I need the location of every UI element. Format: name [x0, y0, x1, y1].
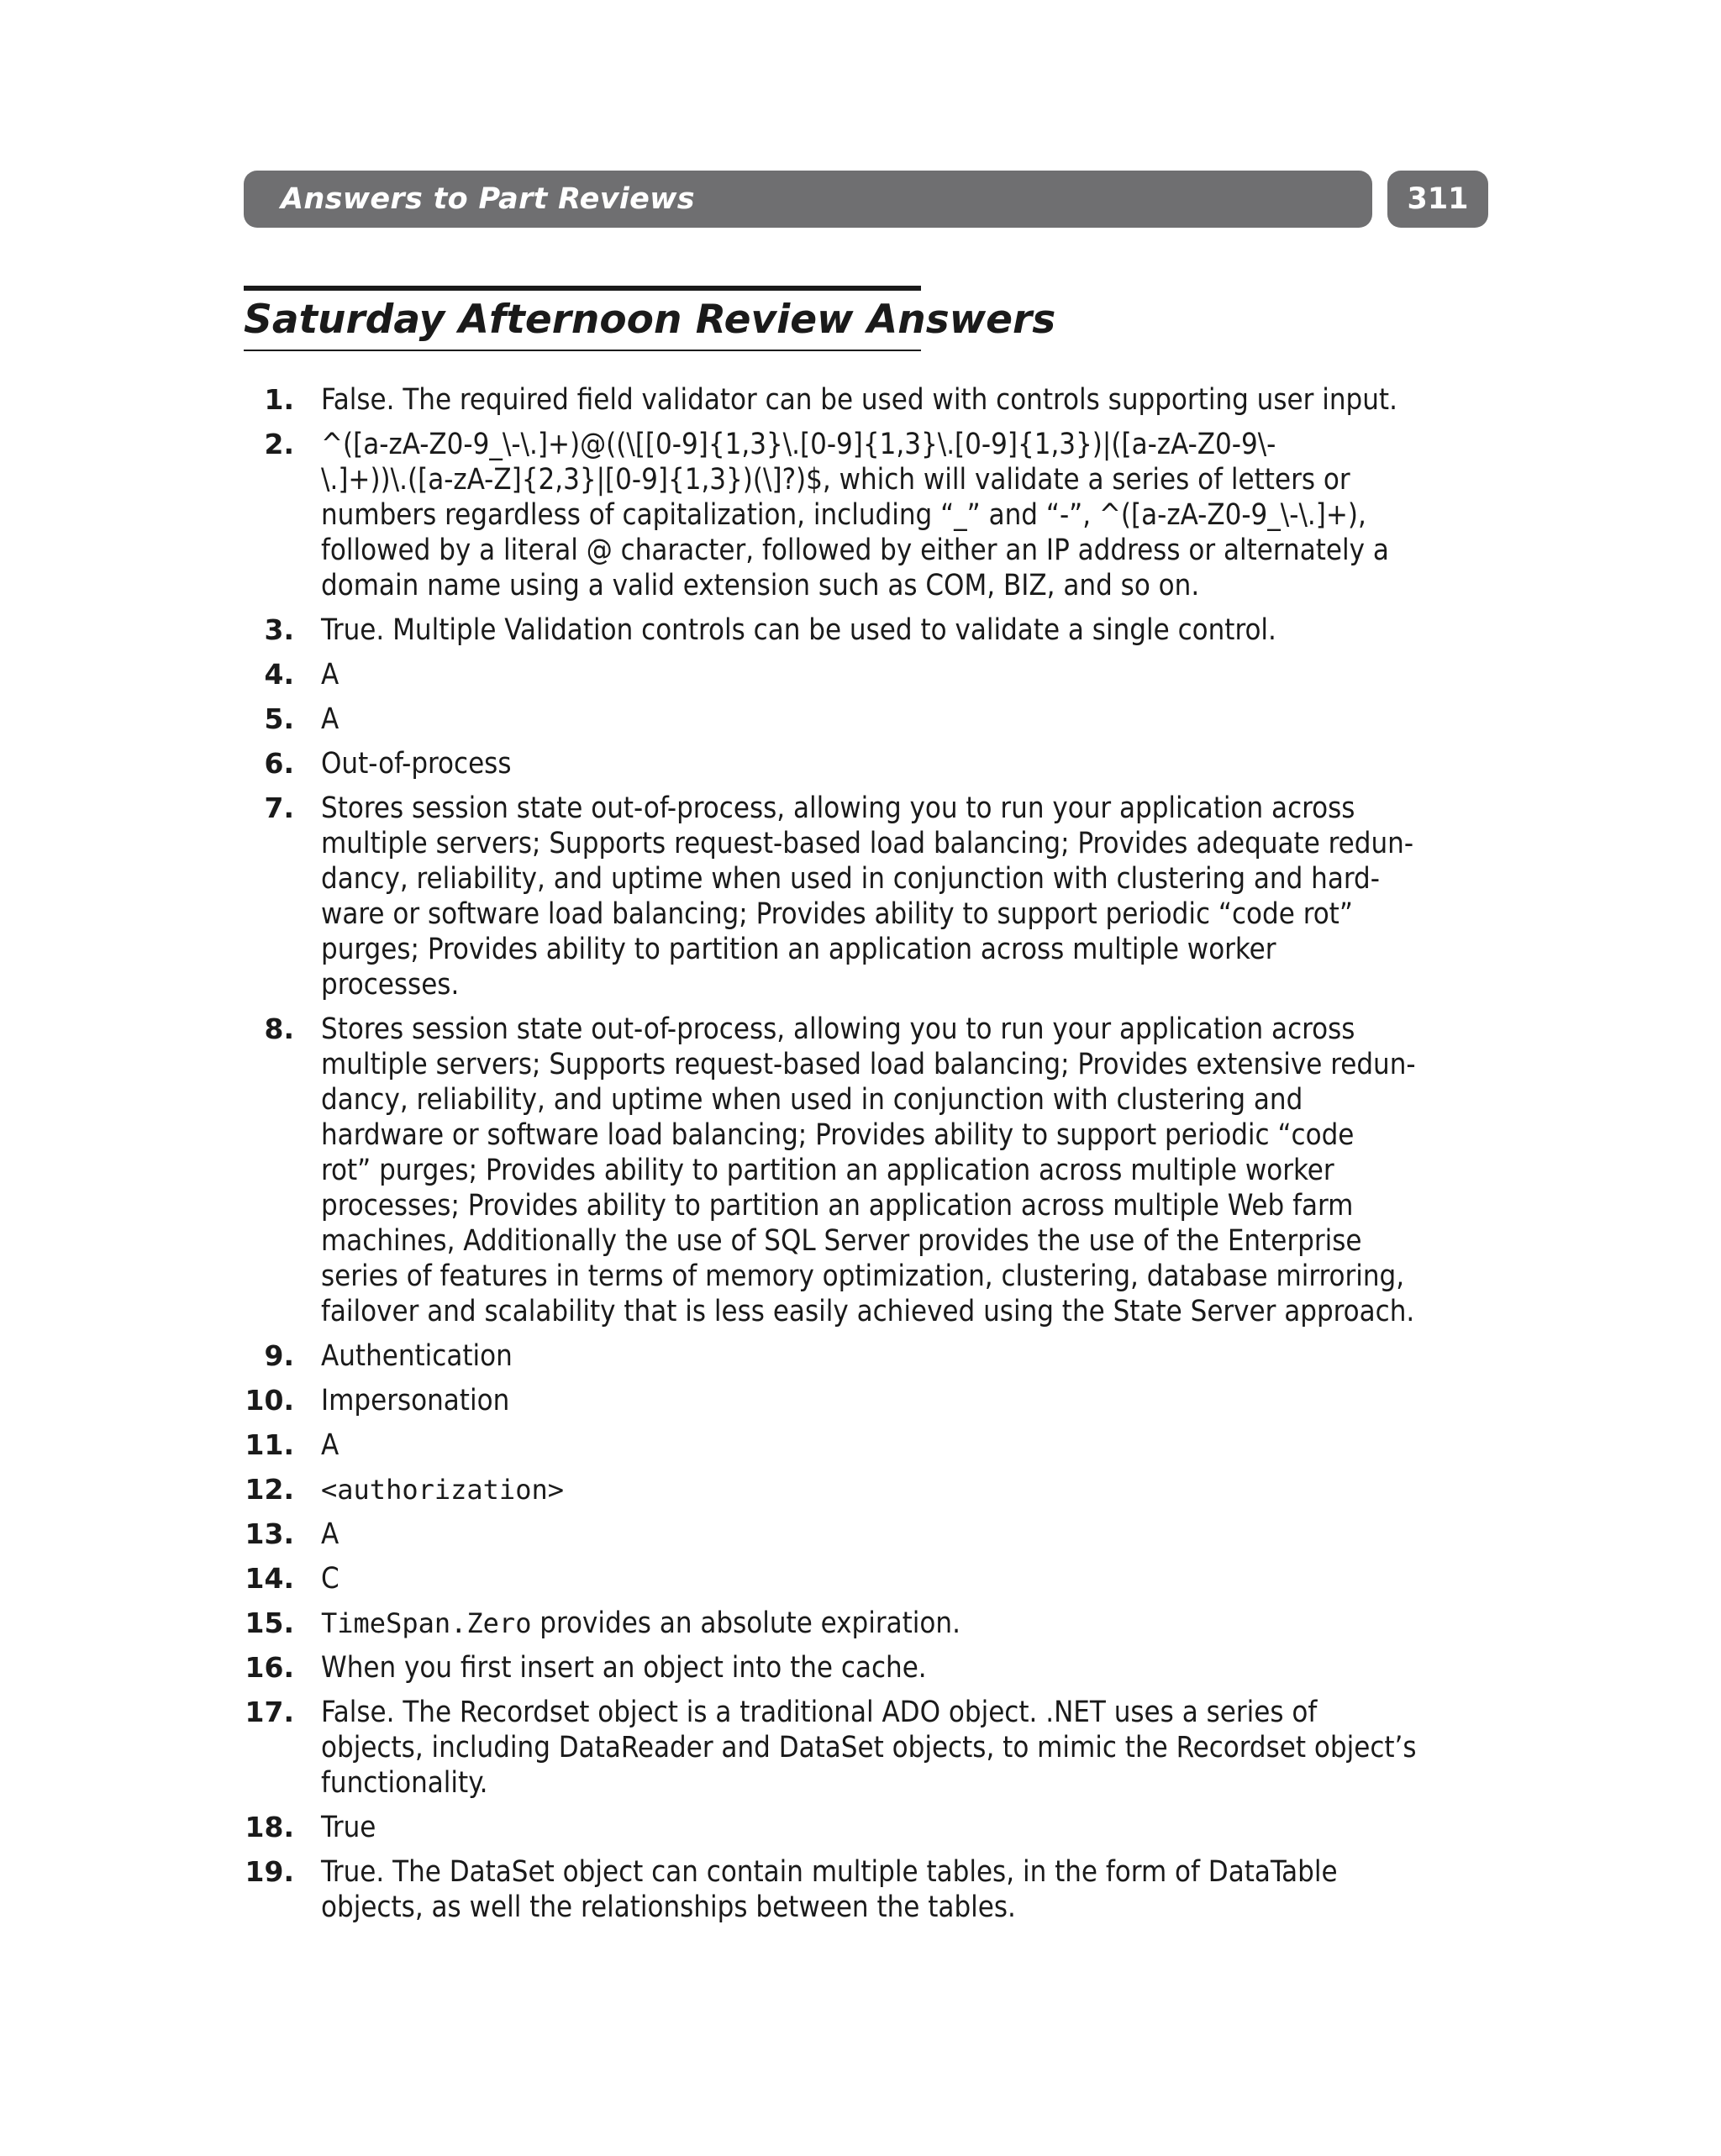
answer-number: 18. — [245, 1811, 294, 1843]
answer-number: 9. — [264, 1339, 294, 1372]
answer-number: 8. — [264, 1012, 294, 1045]
answer-line: processes. — [321, 968, 460, 1002]
answer-line: True — [321, 1811, 376, 1844]
answer-item — [244, 1810, 1454, 1845]
answer-number: 4. — [264, 658, 294, 691]
answer-line — [321, 1472, 1454, 1507]
answer-line: True. Multiple Validation controls can be used to validate a single control. — [321, 613, 1276, 647]
answer-line — [321, 1606, 1454, 1641]
answer-item — [244, 427, 1454, 603]
answer-line: multiple servers; Supports request-based load balancing; Provides adequate redun- — [321, 827, 1414, 860]
answer-number: 7. — [264, 791, 294, 824]
answer-line: domain name using a valid extension such as COM, BIZ, and so on. — [321, 569, 1200, 602]
answer-line: series of features in terms of memory optimization, clustering, database mirroring, — [321, 1259, 1405, 1293]
answer-list — [244, 382, 1454, 1934]
running-header-title: Answers to Part Reviews — [281, 182, 695, 216]
answer-number: 14. — [245, 1562, 294, 1595]
answer-item — [244, 746, 1454, 781]
answer-text: provides an absolute expiration. — [531, 1606, 960, 1640]
answer-line: False. The Recordset object is a traditional ADO object. .NET uses a series of — [321, 1696, 1318, 1729]
answer-number: 16. — [245, 1651, 294, 1684]
answer-number: 3. — [264, 613, 294, 646]
answer-item — [244, 1338, 1454, 1374]
answer-line: Impersonation — [321, 1384, 510, 1417]
answer-line: hardware or software load balancing; Provides ability to support periodic “code — [321, 1118, 1355, 1152]
answer-number: 13. — [245, 1517, 294, 1550]
answer-number: 6. — [264, 747, 294, 780]
answer-number: 5. — [264, 702, 294, 735]
answer-line: ware or software load balancing; Provides ability to support periodic “code rot” — [321, 897, 1353, 931]
answer-item — [244, 1383, 1454, 1418]
answer-line: purges; Provides ability to partition an application across multiple worker — [321, 933, 1276, 966]
answer-item — [244, 1012, 1454, 1329]
answer-line: C — [321, 1562, 339, 1596]
answer-number: 2. — [264, 428, 294, 460]
answer-line: dancy, reliability, and uptime when used in conjunction with clustering and — [321, 1083, 1303, 1117]
answer-line: objects, including DataReader and DataSet objects, to mimic the Recordset object’s — [321, 1731, 1417, 1764]
answer-line: failover and scalability that is less easily achieved using the State Server approach. — [321, 1295, 1415, 1328]
answer-line: Out-of-process — [321, 747, 512, 781]
answer-line: processes; Provides ability to partition an application across multiple Web farm — [321, 1189, 1354, 1223]
answer-item — [244, 1428, 1454, 1463]
answer-number: 12. — [245, 1473, 294, 1506]
answer-item — [244, 657, 1454, 692]
answer-number: 10. — [245, 1384, 294, 1417]
answer-number: 1. — [264, 383, 294, 416]
answer-item — [244, 1606, 1454, 1641]
answer-number: 17. — [245, 1696, 294, 1728]
answer-line: numbers regardless of capitalization, including “_” and “-”, ^([a-zA-Z0-9_\-\.]+), — [321, 498, 1366, 532]
answer-item — [244, 382, 1454, 418]
answer-item — [244, 1561, 1454, 1596]
answer-line: When you first insert an object into the cache. — [321, 1651, 927, 1685]
answer-line: True. The DataSet object can contain multiple tables, in the form of DataTable — [321, 1855, 1338, 1889]
answer-item — [244, 1517, 1454, 1552]
answer-item — [244, 1650, 1454, 1685]
answer-line: A — [321, 1428, 339, 1462]
answer-line: dancy, reliability, and uptime when used in conjunction with clustering and hard- — [321, 862, 1380, 896]
answer-item — [244, 791, 1454, 1002]
answer-line: A — [321, 702, 339, 736]
answer-number: 11. — [245, 1428, 294, 1461]
answer-line: rot” purges; Provides ability to partition an application across multiple worker — [321, 1154, 1334, 1187]
answer-line: \.]+))\.([a-zA-Z]{2,3}|[0-9]{1,3})(\]?)$, which will validate a series of letters or — [321, 463, 1350, 497]
answer-line: machines, Additionally the use of SQL Server provides the use of the Enterprise — [321, 1224, 1362, 1258]
answer-line: A — [321, 1517, 339, 1551]
answer-line: A — [321, 658, 339, 691]
answer-number: 19. — [245, 1855, 294, 1888]
answer-item — [244, 1472, 1454, 1507]
page-number: 311 — [1387, 171, 1488, 228]
answer-code: <authorization> — [321, 1474, 564, 1506]
answer-line: followed by a literal @ character, followed by either an IP address or alternately a — [321, 534, 1389, 567]
answer-line: multiple servers; Supports request-based load balancing; Provides extensive redun- — [321, 1048, 1416, 1081]
answer-line: objects, as well the relationships between the tables. — [321, 1890, 1016, 1924]
answer-line: Authentication — [321, 1339, 513, 1373]
answer-line: ^([a-zA-Z0-9_\-\.]+)@((\[[0-9]{1,3}\.[0-9]{1,3}\.[0-9]{1,3})|([a-zA-Z0-9\- — [321, 428, 1276, 461]
answer-line: False. The required field validator can be used with controls supporting user input. — [321, 383, 1397, 417]
answer-line: functionality. — [321, 1766, 488, 1800]
running-header — [244, 171, 1372, 228]
answer-item — [244, 1695, 1454, 1801]
answer-item — [244, 613, 1454, 648]
answer-item — [244, 1854, 1454, 1925]
answer-line: Stores session state out-of-process, allowing you to run your application across — [321, 791, 1355, 825]
answer-line: Stores session state out-of-process, allowing you to run your application across — [321, 1012, 1355, 1046]
answer-number: 15. — [245, 1606, 294, 1639]
section-title: Saturday Afternoon Review Answers — [244, 297, 1056, 343]
section-heading — [244, 286, 1056, 351]
answer-code: TimeSpan.Zero — [321, 1607, 532, 1639]
answer-item — [244, 702, 1454, 737]
